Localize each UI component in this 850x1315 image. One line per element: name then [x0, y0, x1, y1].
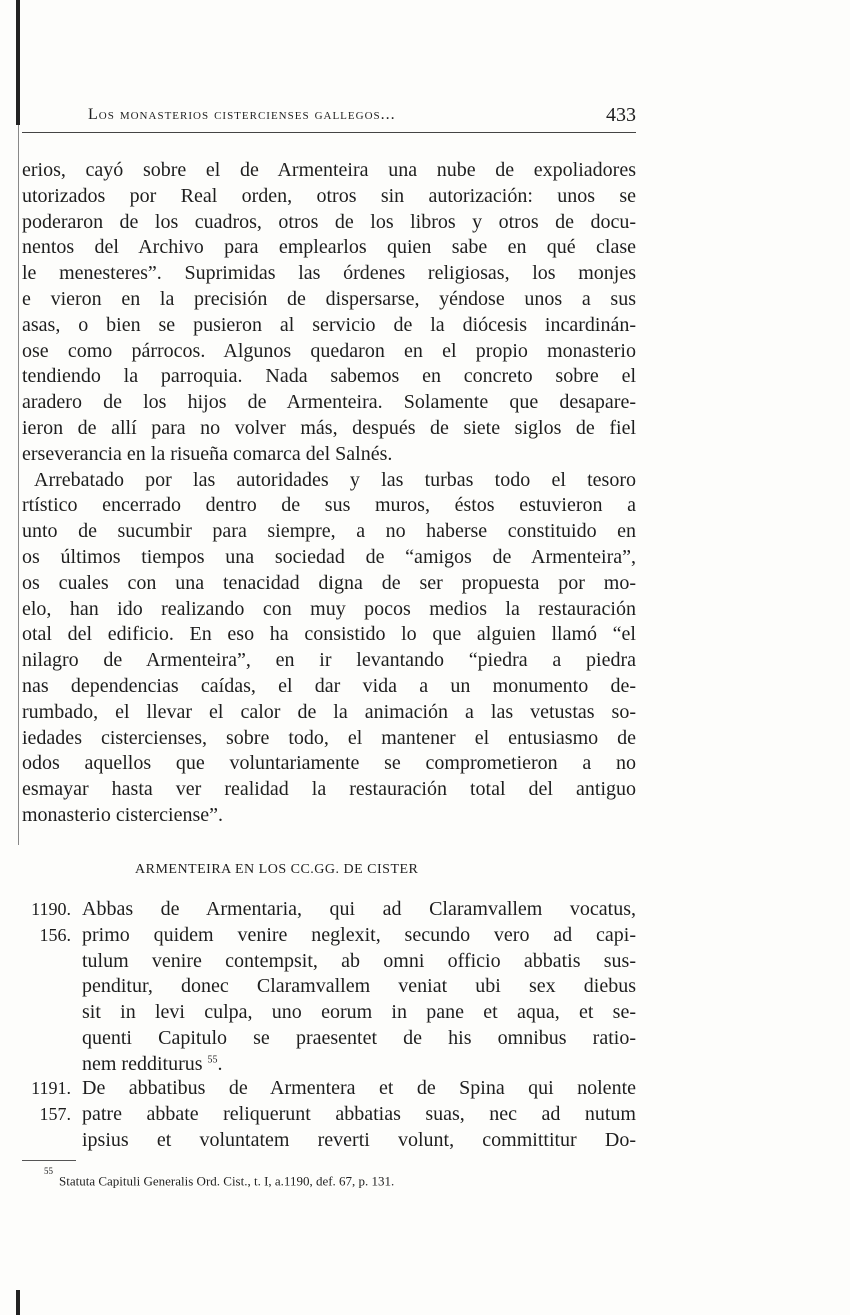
text-line: ieron de allí para no volver más, después de siete siglos de fiel [22, 416, 636, 439]
text-line: le menesteres”. Suprimidas las órdenes religiosas, los monjes [22, 262, 636, 285]
text-line: rtístico encerrado dentro de sus muros, éstos estuvieron a [22, 494, 636, 517]
footnote [44, 1166, 395, 1189]
text-line: elo, han ido realizando con muy pocos medios la restauración [22, 597, 636, 620]
page-binding-edge [16, 0, 20, 125]
page-number: 433 [606, 104, 636, 126]
text-line: erios, cayó sobre el de Armenteira una nube de expoliadores [22, 159, 636, 181]
text-line: tulum venire contempsit, ab omni officio abbatis sus- [82, 949, 636, 972]
text-line: ose como párrocos. Algunos quedaron en el propio monasterio [22, 339, 636, 362]
text-line: De abbatibus de Armentera et de Spina qui nolente [82, 1077, 636, 1099]
footnote-ref[interactable]: 55 [207, 1054, 218, 1066]
page-header [88, 104, 636, 128]
entry-year: 1191. [31, 1078, 71, 1098]
text-line: Arrebatado por las autoridades y las turbas todo el tesoro [34, 468, 636, 491]
text-line: otal del edificio. En eso ha consistido lo que alguien llamó “el [22, 623, 636, 646]
text-span: nem redditurus [82, 1052, 203, 1075]
entry-number: 156. [39, 924, 71, 945]
text-line: nas dependencias caídas, el dar vida a un monumento de- [22, 674, 636, 697]
entry-text [82, 1076, 636, 1153]
text-line: poderaron de los cuadros, otros de los libros y otros de docu- [22, 210, 636, 233]
entry-number: 157. [39, 1103, 71, 1124]
text-line: iedades cistercienses, sobre todo, el mantener el entusiasmo de [22, 726, 636, 749]
footnote-rule [22, 1160, 76, 1161]
period: . [217, 1052, 223, 1075]
text-line: penditur, donec Claramvallem veniat ubi sex diebus [82, 975, 636, 998]
body-text [22, 158, 636, 829]
text-line: aradero de los hijos de Armenteira. Solamente que desapare- [22, 391, 636, 414]
text-line: patre abbate reliquerunt abbatias suas, nec ad nutum [82, 1102, 636, 1125]
text-line: nilagro de Armenteira”, en ir levantando “piedra a piedra [22, 649, 636, 672]
text-line: odos aquellos que voluntariamente se comprometieron a no [22, 752, 636, 775]
text-line: Abbas de Armentaria, qui ad Claramvallem vocatus, [82, 898, 636, 920]
text-line: os cuales con una tenacidad digna de ser propuesta por mo- [22, 571, 636, 594]
text-line: esmayar hasta ver realidad la restauración total del antiguo [22, 778, 636, 801]
text-line: nentos del Archivo para emplearlos quien sabe en qué clase [22, 236, 636, 259]
text-line: rumbado, el llevar el calor de la animación a las vetustas so- [22, 700, 636, 723]
text-line: e vieron en la precisión de dispersarse, yéndose unos a sus [22, 287, 636, 310]
text-line: asas, o bien se pusieron al servicio de la diócesis incardinán- [22, 313, 636, 336]
text-line [82, 1052, 636, 1078]
text-line: unto de sucumbir para siempre, a no haberse constituido en [22, 520, 636, 543]
text-line: os últimos tiempos una sociedad de “amigos de Armenteira”, [22, 545, 636, 568]
text-line: monasterio cisterciense”. [22, 803, 224, 826]
section-heading: ARMENTEIRA EN LOS CC.GG. DE CISTER [135, 862, 419, 877]
text-line: tendiendo la parroquia. Nada sabemos en concreto sobre el [22, 365, 636, 388]
footnote-text: Statuta Capituli Generalis Ord. Cist., t. I, a.1190, def. 67, p. 131. [59, 1173, 395, 1189]
text-line: quenti Capitulo se praesentet de his omnibus ratio- [82, 1026, 636, 1049]
footnote-mark: 55 [44, 1166, 53, 1176]
entry-text [82, 897, 636, 1078]
text-line: sit in levi culpa, uno eorum in pane et aqua, et se- [82, 1001, 636, 1024]
text-line: erseverancia en la risueña comarca del Salnés. [22, 442, 393, 465]
running-title: Los monasterios cistercienses gallegos... [88, 106, 396, 123]
text-line: utorizados por Real orden, otros sin autorización: unos se [22, 184, 636, 207]
page-binding-edge-bottom [16, 1290, 20, 1315]
entry-year: 1190. [31, 899, 71, 919]
page-binding-shadow [18, 125, 19, 845]
text-line: primo quidem venire neglexit, secundo vero ad capi- [82, 923, 636, 946]
header-rule [22, 132, 636, 133]
text-line: ipsius et voluntatem reverti volunt, committitur Do- [82, 1128, 636, 1151]
